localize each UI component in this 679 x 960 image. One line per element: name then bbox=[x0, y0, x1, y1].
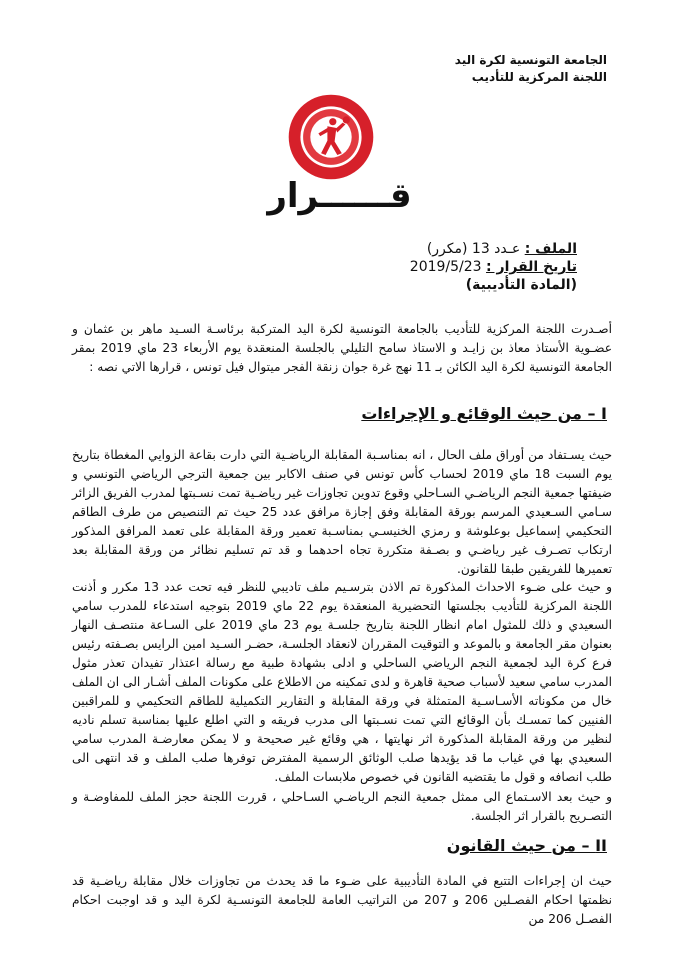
federation-logo-icon bbox=[286, 92, 376, 182]
file-info bbox=[410, 240, 577, 294]
file-label: الملف : bbox=[524, 241, 577, 257]
file-number: عـدد 13 (مكرر) bbox=[426, 241, 521, 257]
matter-type: (المادة التأديبية) bbox=[465, 277, 577, 293]
letterhead bbox=[455, 52, 607, 86]
decision-date: 2019/5/23 bbox=[409, 259, 482, 275]
federation-name: الجامعة التونسية لكرة اليد bbox=[454, 53, 607, 67]
law-paragraph-1: حيث ان إجراءات التتبع في المادة التأديبية على ضـوء ما قد يحدث من تجاوزات خلال مقابلة رياضـية قد نظمتها احكام الفصـلين 206 و 207 من التراتيب العامة للجامعة التونسـية لكرة اليد و قد اوجبت احكام الفصـل 206 من bbox=[72, 874, 612, 926]
section-law-heading: II – من حيث القانون bbox=[446, 836, 607, 855]
intro-paragraph: أصـدرت اللجنة المركزية للتأديب بالجامعة التونسية لكرة اليد المتركبة برئاسـة السـيد ماهر بن عثمان و عضـوية الأستاذ معاذ بن زايـد و الاستاذ سامح التليلي بالجلسة المنعقدة يوم الأربعاء 23 ماي 2019 بمقر الجامعة التونسية لكرة اليد الكائن بـ 11 نهج غرة جوان زنقة الفجر ميتوال فيل تونس ، قرارها الاتي نصه : bbox=[72, 322, 613, 374]
section-facts-heading: I – من حيث الوقائع و الإجراءات bbox=[361, 404, 607, 423]
decision-date-label: تاريخ القرار : bbox=[486, 259, 577, 275]
facts-paragraph-3: و حيث بعد الاسـتماع الى ممثل جمعية النجم الرياضـي السـاحلي ، قررت اللجنة حجز الملف للمفاوضـة و التصـريح بالقرار اثر الجلسة. bbox=[72, 790, 612, 823]
file-number-row bbox=[410, 240, 577, 258]
facts-paragraph-1: حيث يسـتفاد من أوراق ملف الحال ، انه بمناسـبة المقابلة الرياضـية التي دارت بقاعة الزوايي المغطاة بتاريخ يوم السبت 18 ماي 2019 لحساب كأس تونس في صنف الاكابر بين جمعية الترجي الرياضي التونسي و ضيفتها جمعية النجم الرياضـي السـاحلي وقوع تدوين تجاوزات غير رياضـية تمت نسـبتها لمدرب الفريق الزائر سـامي السـعيدي المرسم بورقة المقابلة وفق إجازة مرافق عدد 25 حيث تم التنصيص من طرف الطاقم التحكيمي إسماعيل بوعلوشة و رمزي الخنيسـي بمناسـبة تعمير ورقة المقابلة على تعمد المرافق المذكور ارتكاب تصـرف غير رياضـي و بصـفة متكررة تجاه احدهما و قد تم تسليم نظائر من ورقة المقابلة بعد تعميرها للفريقين طبقا للقانون. bbox=[72, 448, 613, 576]
decision-date-row bbox=[410, 258, 577, 276]
committee-name: اللجنة المركزية للتأديب bbox=[471, 70, 607, 84]
facts-paragraph-2: و حيث على ضـوء الاحداث المذكورة تم الاذن بترسـيم ملف تاديبي للنظر فيه تحت عدد 13 مكرر و أذنت اللجنة المركزية للتأديب بجلستها التحضيرية المنعقدة يوم 22 ماي 2019 بتوجيه استدعاء للمدرب سامي السعيدي و ذلك للمثول امام انظار اللجنة بتاريخ جلسـة يوم 23 ماي 2019 على السـاعة منتصـف النهار بعنوان مقر الجامعة و بالموعد و التوقيت المقرران لانعقاد الجلسـة، حضـر السـيد امين الرايس بصـفته رئيس فرع كرة اليد لجمعية النجم الرياضي الساحلي و ادلى بشهادة طبية مع رسالة اعتذار تفيدان تعذر مثول المدرب سامي سعيد لأسباب صحية قاهرة و لدى تمكينه من الاطلاع على مكونات الملف أشـار الى ان الملف خال من مكوناته الأسـاسـية المتمثلة في ورقة المقابلة و التقارير التكميلية للطاقم التحكيمي و للمراقبين الفنيين كما تمسـك بأن الوقائع التي تمت نسـبتها الى مدرب فريقه و التي اطلع عليها بمناسبة تسلم ناديه لنظير من ورقة المقابلة المذكورة اثر نهايتها ، هي وقائع غير صحيحة و لا يمكن معارضـة المدرب سامي السعيدي بها في غياب ما قد يؤيدها صلب الوثائق الرسمية المفترض توفرها صلب الملف و قد انتهى الى طلب انصافه و قول ما يقتضيه القانون في خصوص ملابسات الملف. bbox=[72, 580, 613, 784]
document-title: قــــــرار bbox=[267, 176, 412, 216]
